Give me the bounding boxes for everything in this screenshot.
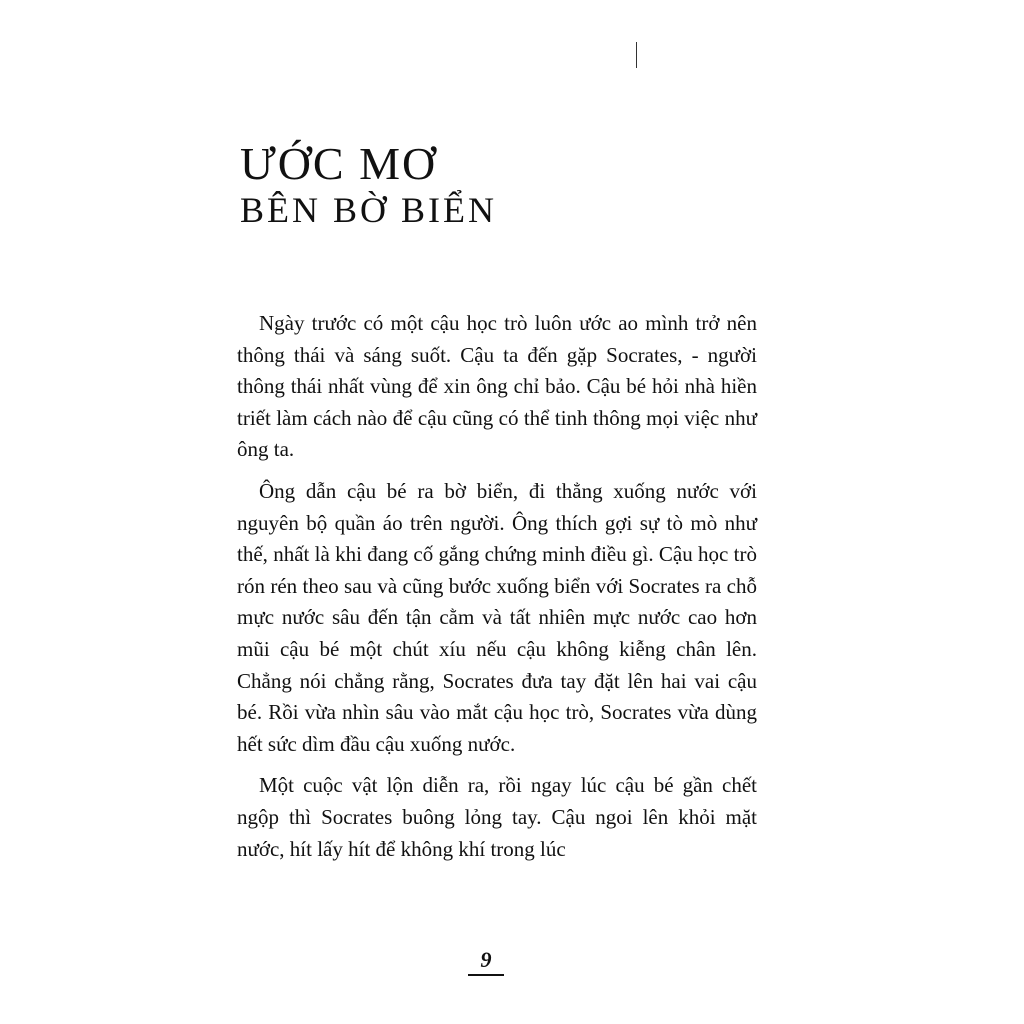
paragraph-1: Ngày trước có một cậu học trò luôn ước ao mình trở nên thông thái và sáng suốt. Cậu ta đến gặp Socrates, - người thông thái nhất vùng để xin ông chỉ bảo. Cậu bé hỏi nhà hiền triết làm cách nào để cậu cũng có thể tinh thông mọi việc như ông ta. (237, 311, 757, 462)
paragraph-3: Một cuộc vật lộn diễn ra, rồi ngay lúc cậu bé gần chết ngộp thì Socrates buông lỏng tay. Cậu ngoi lên khỏi mặt nước, hít lấy hít để không khí trong lúc (237, 773, 757, 861)
chapter-title-line-2: BÊN BỜ BIỂN (240, 189, 497, 230)
paragraph-2: Ông dẫn cậu bé ra bờ biển, đi thẳng xuống nước với nguyên bộ quần áo trên người. Ông thích gợi sự tò mò như thế, nhất là khi đang cố gắng chứng minh điều gì. Cậu học trò rón rén theo sau và cũng bước xuống biển với Socrates ra chỗ mực nước sâu đến tận cằm và tất nhiên mực nước cao hơn mũi cậu bé một chút xíu nếu cậu không kiễng chân lên. Chẳng nói chẳng rằng, Socrates đưa tay đặt lên hai vai cậu bé. Rồi vừa nhìn sâu vào mắt cậu học trò, Socrates vừa dùng hết sức dìm đầu cậu xuống nước. (237, 478, 757, 756)
chapter-title (240, 138, 497, 230)
page-number: 9 (468, 948, 504, 976)
chapter-title-line-1: ƯỚC MƠ (240, 138, 438, 189)
chapter-body (237, 308, 757, 875)
scan-mark (636, 42, 637, 68)
